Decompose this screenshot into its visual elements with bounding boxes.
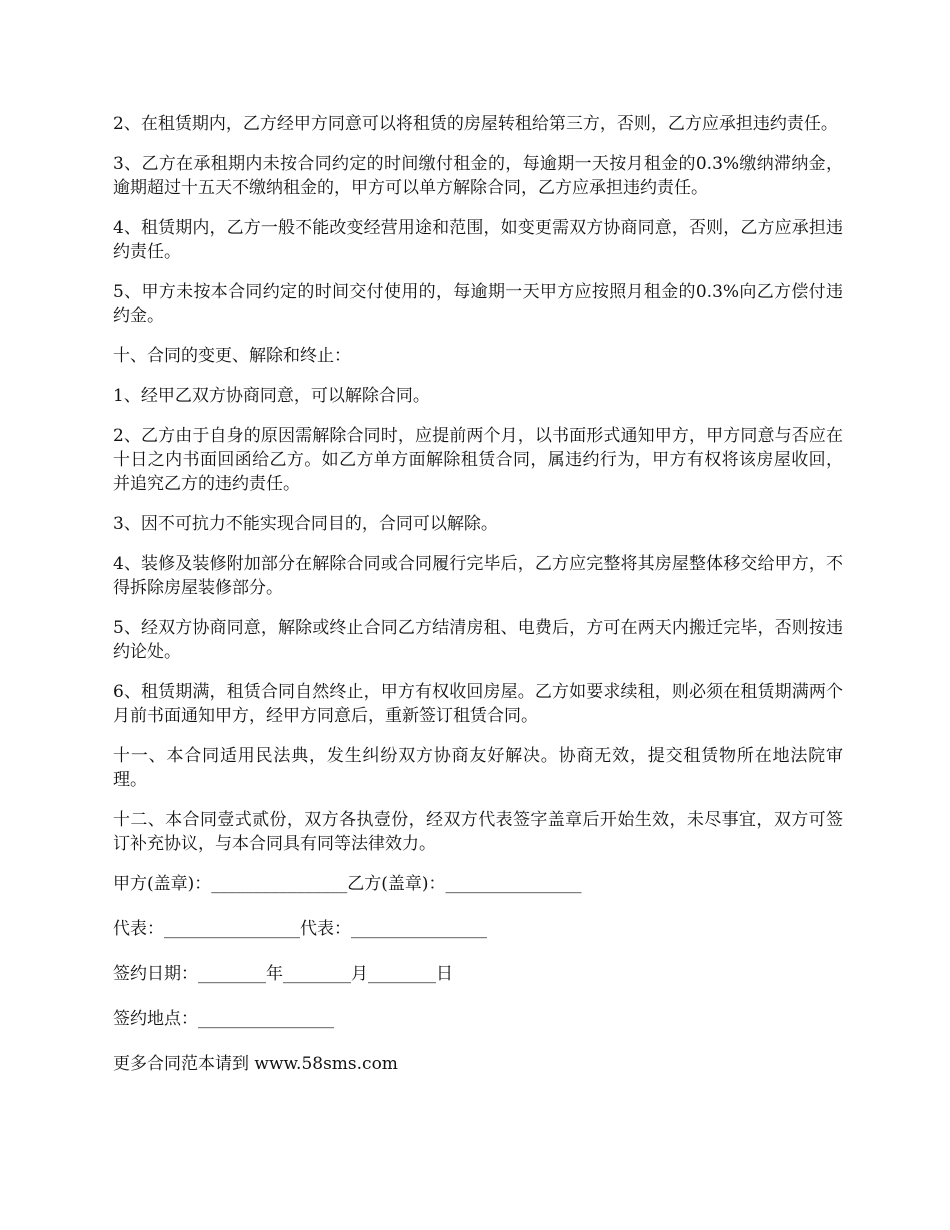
clause-late-rent: 3、乙方在承租期内未按合同约定的时间缴付租金的，每逾期一天按月租金的0.3%缴纳滞纳金，逾期超过十五天不缴纳租金的，甲方可以单方解除合同，乙方应承担违约责任。 <box>113 154 843 198</box>
section-copies-validity: 十二、本合同壹式贰份，双方各执壹份，经双方代表签字盖章后开始生效，未尽事宜，双方可签订补充协议，与本合同具有同等法律效力。 <box>113 810 843 854</box>
signature-date-line: 签约日期：________年________月________日 <box>113 964 453 984</box>
section-dispute-resolution: 十一、本合同适用民法典，发生纠纷双方协商友好解决。协商无效，提交租赁物所在地法院审理。 <box>113 746 843 790</box>
clause-force-majeure: 3、因不可抗力不能实现合同目的，合同可以解除。 <box>113 514 498 534</box>
clause-breach-sublet: 2、在租赁期内，乙方经甲方同意可以将租赁的房屋转租给第三方，否则，乙方应承担违约责任。 <box>113 114 838 134</box>
clause-lease-expiry: 6、租赁期满，租赁合同自然终止，甲方有权收回房屋。乙方如要求续租，则必须在租赁期满两个月前书面通知甲方，经甲方同意后，重新签订租赁合同。 <box>113 682 843 726</box>
signature-party-line: 甲方(盖章)：________________乙方(盖章)：________________ <box>113 874 582 894</box>
clause-move-out: 5、经双方协商同意，解除或终止合同乙方结清房租、电费后，方可在两天内搬迁完毕，否则按违约论处。 <box>113 618 843 662</box>
clause-decoration-handover: 4、装修及装修附加部分在解除合同或合同履行完毕后，乙方应完整将其房屋整体移交给甲方，不得拆除房屋装修部分。 <box>113 554 843 598</box>
clause-late-delivery: 5、甲方未按本合同约定的时间交付使用的，每逾期一天甲方应按照月租金的0.3%向乙方偿付违约金。 <box>113 282 843 326</box>
contract-body <box>113 112 843 1092</box>
footer-more-templates: 更多合同范本请到 www.58sms.com <box>113 1054 398 1074</box>
clause-mutual-termination: 1、经甲乙双方协商同意，可以解除合同。 <box>113 386 430 406</box>
clause-usage-change: 4、租赁期内，乙方一般不能改变经营用途和范围，如变更需双方协商同意，否则，乙方应承担违约责任。 <box>113 218 843 262</box>
signature-place-line: 签约地点：________________ <box>113 1009 334 1029</box>
signature-representative-line: 代表：________________代表：________________ <box>113 919 487 939</box>
clause-early-termination: 2、乙方由于自身的原因需解除合同时，应提前两个月，以书面形式通知甲方，甲方同意与否应在十日之内书面回函给乙方。如乙方单方面解除租赁合同，属违约行为，甲方有权将该房屋收回，并追究乙方的违约责任。 <box>113 426 843 494</box>
section-heading-termination: 十、合同的变更、解除和终止： <box>113 346 351 366</box>
